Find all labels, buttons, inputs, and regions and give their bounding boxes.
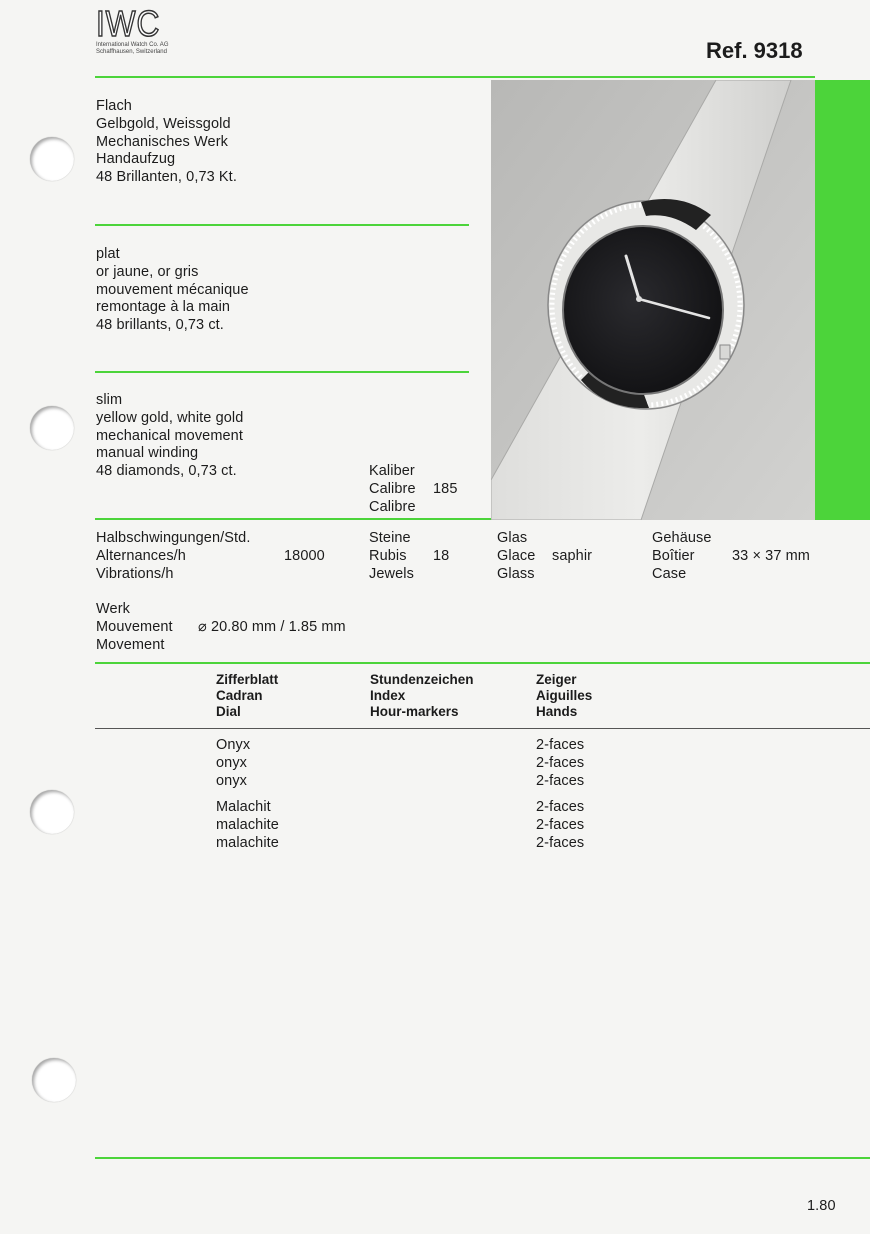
dial-cell: malachite (216, 816, 279, 833)
header-label: Aiguilles (536, 688, 593, 703)
hands-cell: 2-faces (536, 754, 585, 771)
desc-line: or jaune, or gris (96, 263, 199, 280)
jewels-value: 18 (433, 548, 450, 564)
desc-line: mechanical movement (96, 427, 243, 444)
desc-line: yellow gold, white gold (96, 409, 244, 426)
header-label: Zifferblatt (216, 672, 279, 687)
hands-cell: 2-faces (536, 816, 585, 833)
movement-labels (96, 601, 173, 654)
dial-cell: malachite (216, 834, 279, 851)
spec-label: Rubis (369, 547, 407, 564)
dial-cell: Malachit (216, 799, 271, 815)
logo-company-name: International Watch Co. AG (96, 42, 169, 48)
case-value: 33 × 37 mm (732, 548, 810, 564)
case-labels (652, 530, 712, 583)
header-label: Index (370, 688, 406, 703)
page-number: 1.80 (807, 1198, 836, 1214)
spec-label: Kaliber (369, 463, 415, 479)
hands-cell: 2-faces (536, 834, 585, 851)
desc-line: slim (96, 392, 123, 408)
dial-cell: onyx (216, 772, 248, 789)
rule-table (95, 662, 870, 664)
logo-location: Schaffhausen, Switzerland (96, 49, 167, 55)
glass-value: saphir (552, 548, 593, 564)
desc-line: 48 diamonds, 0,73 ct. (96, 463, 237, 480)
top-rule (95, 76, 815, 78)
header-label: Hour-markers (370, 704, 459, 719)
rule-bottom (95, 1157, 870, 1159)
spec-label: Calibre (369, 498, 416, 515)
binder-hole (30, 406, 74, 450)
header-label: Zeiger (536, 672, 577, 687)
spec-label: Halbschwingungen/Std. (96, 530, 251, 546)
hands-cell: 2-faces (536, 737, 585, 753)
desc-line: mouvement mécanique (96, 281, 249, 298)
description-fr (96, 246, 249, 335)
header-label: Hands (536, 704, 578, 719)
header-label: Cadran (216, 688, 263, 703)
caliber-value: 185 (433, 481, 458, 497)
header-label: Stundenzeichen (370, 672, 474, 687)
desc-line: Flach (96, 98, 132, 114)
jewels-labels (369, 530, 414, 583)
rule-table-header (95, 728, 870, 729)
table-row (216, 799, 279, 852)
spec-label: Case (652, 565, 687, 582)
desc-line: remontage à la main (96, 299, 231, 316)
glass-labels (497, 530, 535, 583)
hands-cell: 2-faces (536, 772, 585, 789)
description-de (96, 98, 237, 187)
vibrations-labels (96, 530, 250, 583)
logo-wordmark: IWC (96, 3, 161, 44)
binder-hole (30, 790, 74, 834)
spec-label: Gehäuse (652, 530, 712, 546)
desc-line: Gelbgold, Weissgold (96, 115, 231, 132)
spec-label: Glass (497, 565, 535, 582)
spec-label: Boîtier (652, 547, 695, 564)
header-dial (216, 672, 278, 720)
spec-label: Werk (96, 601, 130, 617)
green-side-bar (815, 80, 870, 520)
caliber-labels (369, 463, 416, 516)
table-row-hands (536, 737, 584, 790)
table-row (216, 737, 250, 790)
rule-fr (95, 371, 469, 373)
header-label: Dial (216, 704, 241, 719)
reference-number: Ref. 9318 (706, 38, 803, 63)
desc-line: plat (96, 246, 120, 262)
hands-cell: 2-faces (536, 799, 585, 815)
table-row-hands (536, 799, 584, 852)
header-hands (536, 672, 592, 720)
spec-label: Glas (497, 530, 528, 546)
header-index (370, 672, 474, 720)
binder-hole (30, 137, 74, 181)
watch-photo (491, 80, 815, 520)
spec-label: Mouvement (96, 618, 173, 635)
desc-line: 48 Brillanten, 0,73 Kt. (96, 169, 237, 186)
watch-illustration (491, 80, 815, 520)
rule-de (95, 224, 469, 226)
spec-label: Vibrations/h (96, 565, 174, 582)
description-en (96, 392, 243, 481)
spec-label: Alternances/h (96, 547, 186, 564)
iwc-logo (96, 3, 169, 56)
spec-label: Glace (497, 547, 536, 564)
dial-cell: Onyx (216, 737, 251, 753)
desc-line: 48 brillants, 0,73 ct. (96, 317, 224, 334)
spec-label: Steine (369, 530, 411, 546)
desc-line: Handaufzug (96, 151, 176, 168)
movement-value: ⌀ 20.80 mm / 1.85 mm (198, 619, 346, 635)
spec-label: Jewels (369, 565, 414, 582)
dial-cell: onyx (216, 754, 248, 771)
desc-line: Mechanisches Werk (96, 133, 228, 150)
desc-line: manual winding (96, 445, 199, 462)
vibrations-value: 18000 (284, 548, 325, 564)
spec-label: Calibre (369, 480, 416, 497)
binder-hole (32, 1058, 76, 1102)
spec-label: Movement (96, 636, 165, 653)
